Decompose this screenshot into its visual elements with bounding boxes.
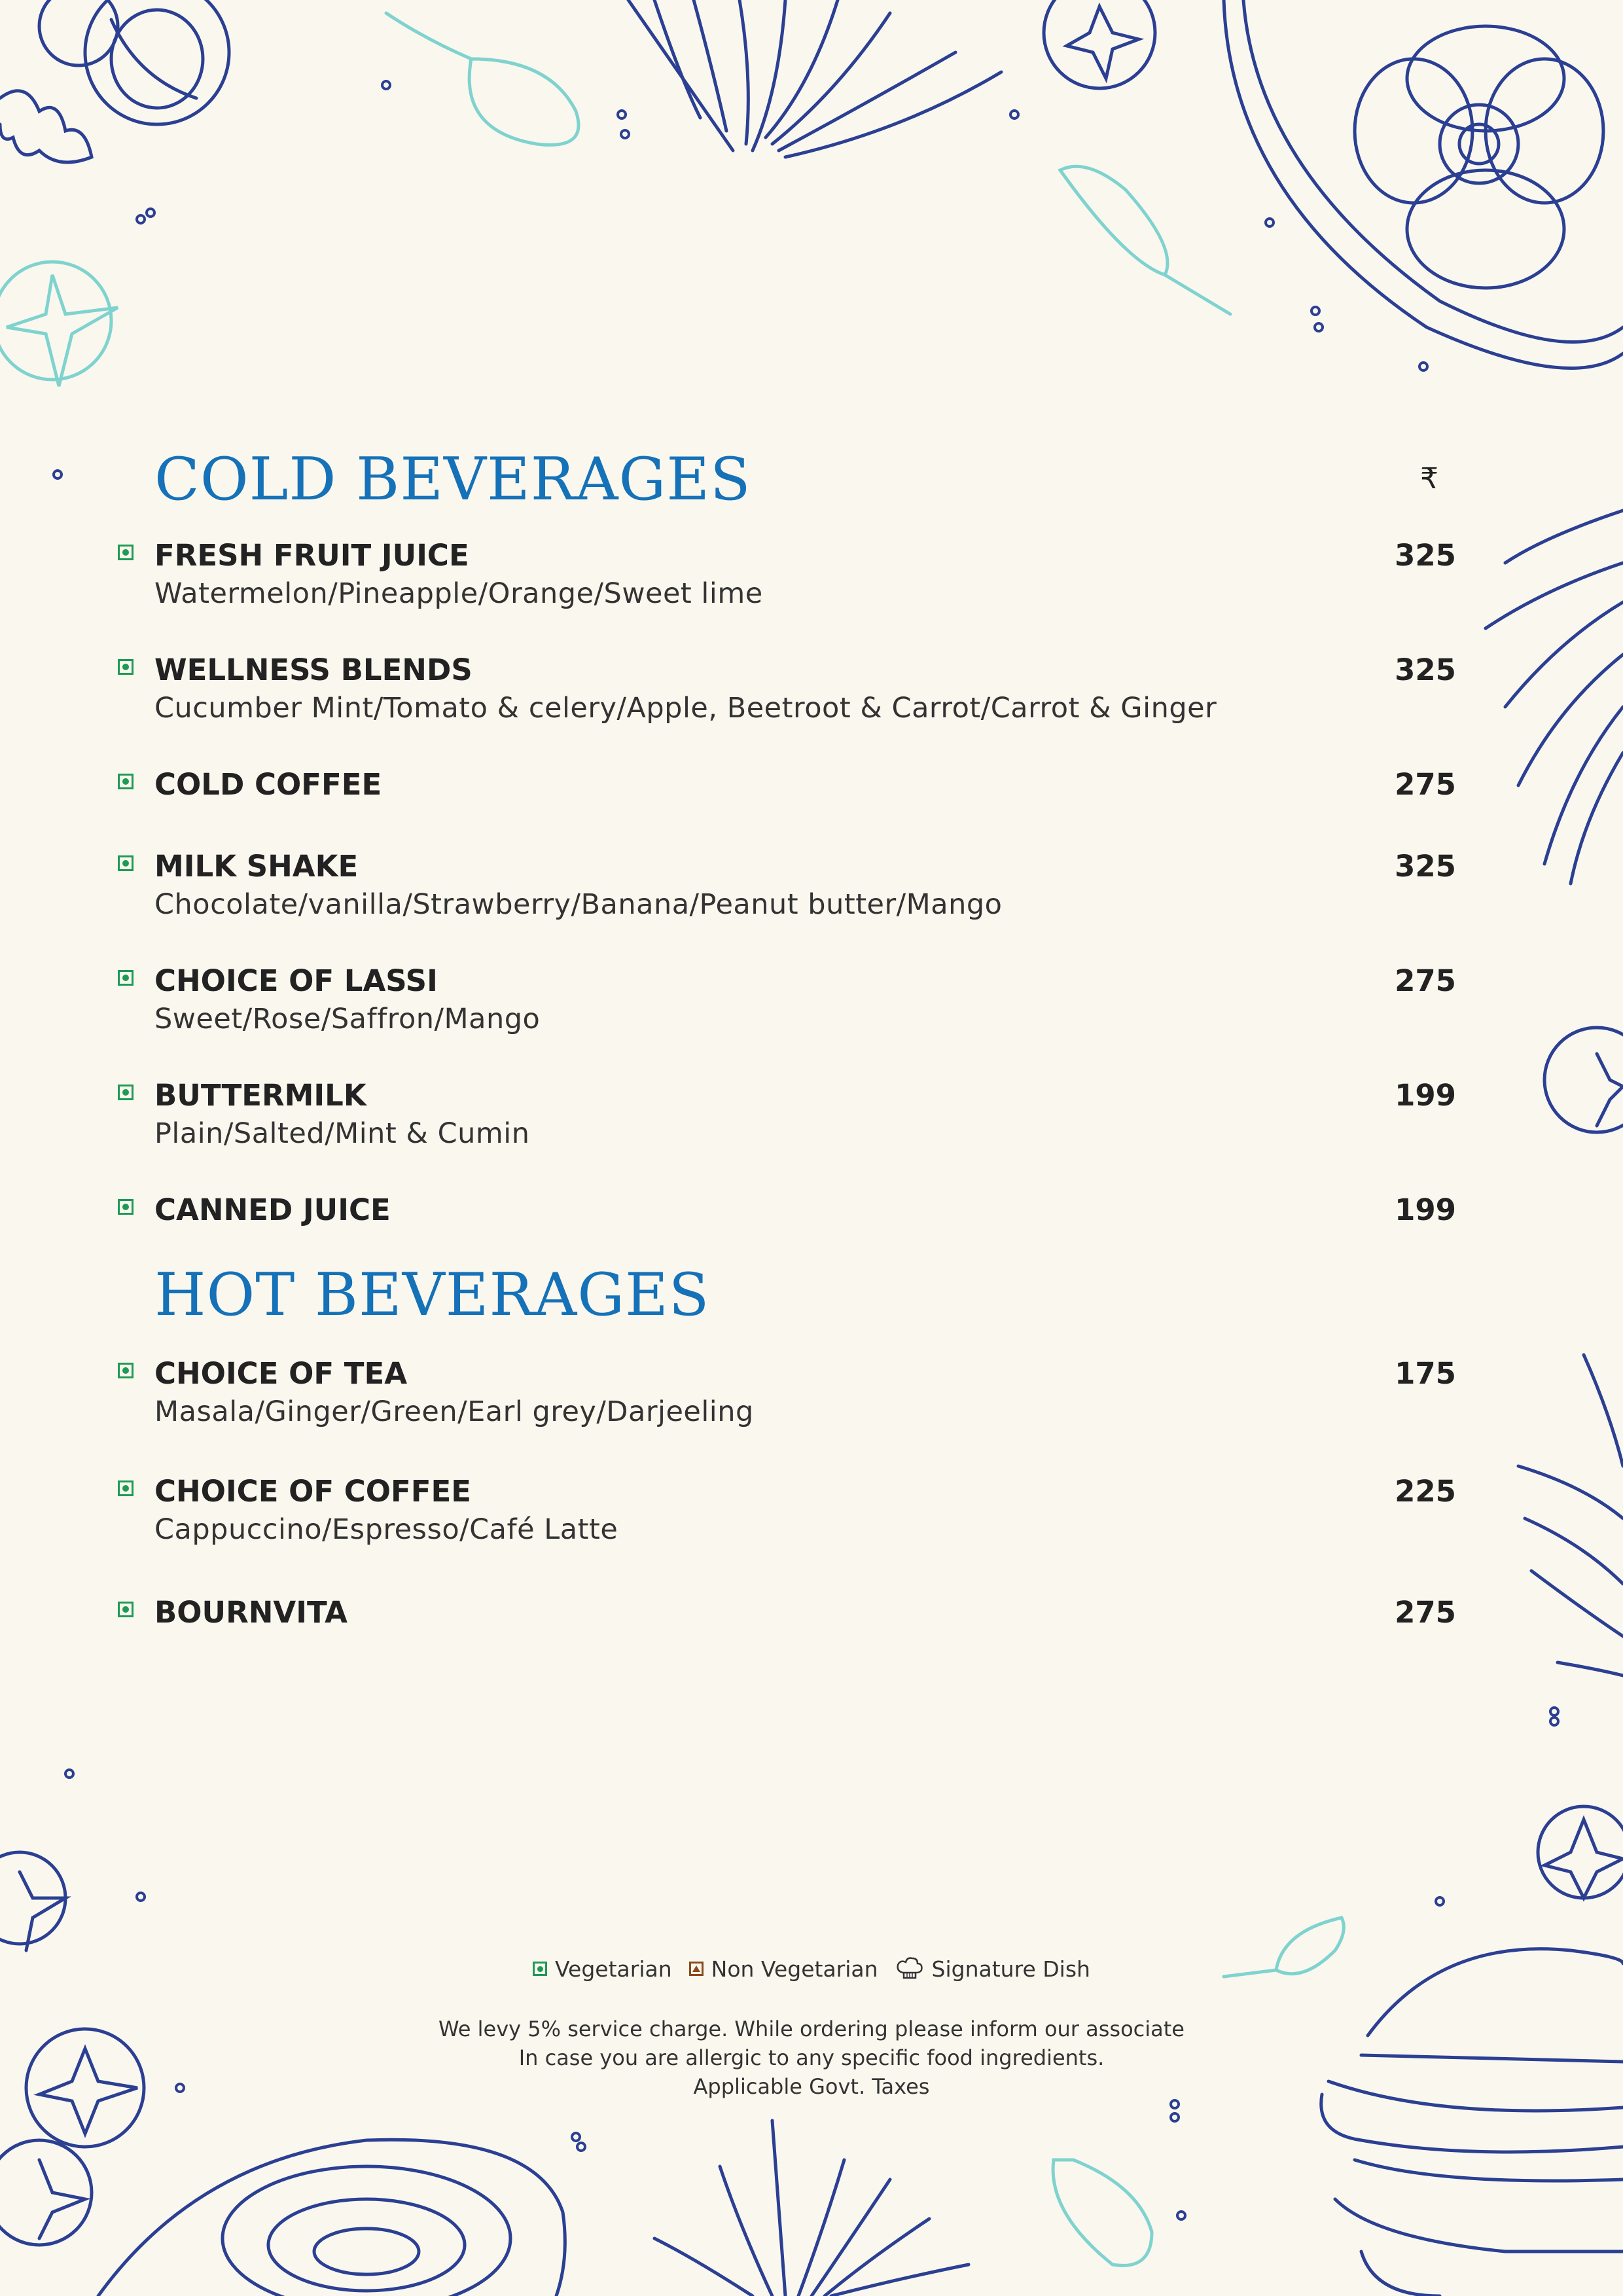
- footer-line-service-charge: We levy 5% service charge. While ordering please inform our associate: [438, 2017, 1185, 2041]
- item-price: 275: [1395, 767, 1456, 802]
- footer-line-taxes: Applicable Govt. Taxes: [693, 2074, 930, 2099]
- item-description: Chocolate/vanilla/Strawberry/Banana/Peanut butter/Mango: [154, 888, 1003, 921]
- fish-steak-icon: [98, 2140, 565, 2296]
- section-title-cold-beverages: COLD BEVERAGES: [154, 445, 751, 514]
- chef-hat-icon: [895, 1956, 924, 1982]
- item-name: CANNED JUICE: [154, 1193, 391, 1227]
- item-description: Masala/Ginger/Green/Earl grey/Darjeeling: [154, 1395, 754, 1428]
- menu-item: [0, 1474, 1623, 1572]
- item-price: 325: [1395, 538, 1456, 573]
- veg-icon: [533, 1962, 547, 1976]
- palm-frond-icon: [628, 0, 1001, 157]
- veg-icon: [118, 1085, 134, 1100]
- menu-item: [0, 963, 1623, 1062]
- item-price: 175: [1395, 1356, 1456, 1391]
- item-price: 225: [1395, 1474, 1456, 1509]
- veg-icon: [118, 1363, 134, 1378]
- item-description: Watermelon/Pineapple/Orange/Sweet lime: [154, 577, 763, 610]
- menu-item: [0, 1595, 1623, 1693]
- legend-signature-dish: [895, 1956, 1090, 1982]
- item-description: Cucumber Mint/Tomato & celery/Apple, Beetroot & Carrot/Carrot & Ginger: [154, 692, 1217, 725]
- item-price: 199: [1395, 1193, 1456, 1227]
- veg-icon: [118, 855, 134, 871]
- item-description: Cappuccino/Espresso/Café Latte: [154, 1513, 618, 1546]
- item-price: 325: [1395, 653, 1456, 687]
- item-description: Sweet/Rose/Saffron/Mango: [154, 1003, 541, 1035]
- menu-item: [0, 538, 1623, 636]
- item-name: BUTTERMILK: [154, 1078, 366, 1113]
- item-description: Plain/Salted/Mint & Cumin: [154, 1117, 530, 1150]
- veg-icon: [118, 1480, 134, 1496]
- lettuce-icon: [0, 91, 92, 162]
- menu-item: [0, 1356, 1623, 1454]
- footer-notes: [0, 2015, 1623, 2101]
- non-veg-icon: [689, 1962, 704, 1976]
- legend-non-vegetarian: [689, 1956, 878, 1982]
- veg-icon: [118, 774, 134, 789]
- legend-signature-label: Signature Dish: [931, 1956, 1090, 1982]
- veg-icon: [118, 1199, 134, 1215]
- footer-line-allergy: In case you are allergic to any specific food ingredients.: [518, 2045, 1105, 2070]
- fish-steak-icon: [1224, 0, 1623, 368]
- legend-vegetarian: [533, 1956, 672, 1982]
- legend-vegetarian-label: Vegetarian: [555, 1956, 672, 1982]
- veg-icon: [118, 1602, 134, 1617]
- item-name: CHOICE OF TEA: [154, 1356, 408, 1391]
- veg-icon: [118, 545, 134, 560]
- veg-icon: [118, 970, 134, 986]
- item-name: CHOICE OF COFFEE: [154, 1474, 472, 1509]
- section-title-hot-beverages: HOT BEVERAGES: [154, 1261, 710, 1329]
- currency-symbol: ₹: [1420, 462, 1438, 495]
- menu-item: [0, 1078, 1623, 1176]
- burger-icon: [1321, 1949, 1623, 2296]
- item-name: CHOICE OF LASSI: [154, 963, 438, 998]
- item-name: COLD COFFEE: [154, 767, 382, 802]
- tomato-icon: [1538, 1806, 1623, 1898]
- item-price: 325: [1395, 849, 1456, 884]
- item-name: MILK SHAKE: [154, 849, 359, 884]
- item-price: 275: [1395, 963, 1456, 998]
- palm-frond-icon: [654, 2121, 969, 2296]
- tomato-icon: [0, 262, 118, 386]
- veg-icon: [118, 659, 134, 675]
- menu-item: [0, 849, 1623, 947]
- tomato-icon: [1044, 0, 1155, 88]
- item-name: WELLNESS BLENDS: [154, 653, 473, 687]
- item-name: BOURNVITA: [154, 1595, 348, 1630]
- item-price: 275: [1395, 1595, 1456, 1630]
- item-name: FRESH FRUIT JUICE: [154, 538, 469, 573]
- legend: [0, 1956, 1623, 1982]
- item-price: 199: [1395, 1078, 1456, 1113]
- menu-item: [0, 653, 1623, 751]
- fruit-icon: [39, 0, 229, 124]
- legend-non-vegetarian-label: Non Vegetarian: [711, 1956, 878, 1982]
